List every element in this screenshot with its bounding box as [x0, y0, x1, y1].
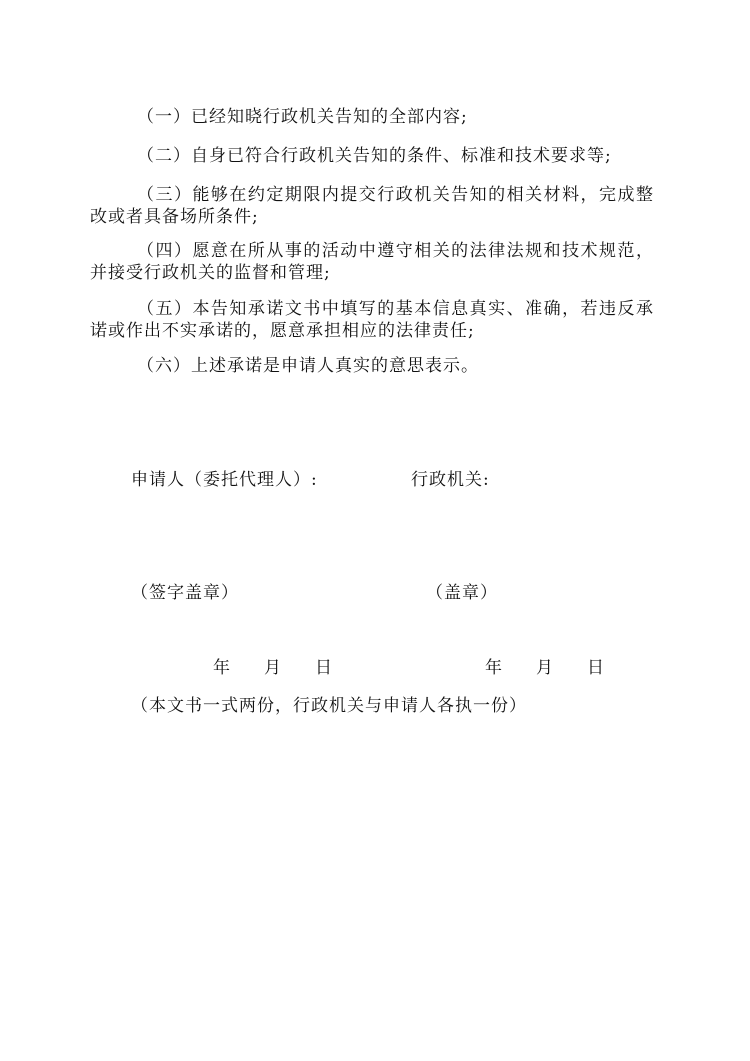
agency-date-year: 年 — [485, 658, 502, 678]
commitment-item-1: （一）已经知晓行政机关告知的全部内容; — [137, 107, 468, 127]
agency-date-day: 日 — [587, 658, 604, 678]
commitment-item-4: （四）愿意在所从事的活动中遵守相关的法律法规和技术规范，并接受行政机关的监督和管理; — [90, 241, 654, 283]
commitment-item-3: （三）能够在约定期限内提交行政机关告知的相关材料，完成整改或者具备场所条件; — [90, 185, 654, 227]
commitment-item-5: （五）本告知承诺文书中填写的基本信息真实、准确，若违反承诺或作出不实承诺的，愿意承担相应的法律责任; — [90, 299, 654, 341]
agency-seal-note: （盖章） — [426, 583, 498, 603]
footnote: （本文书一式两份，行政机关与申请人各执一份） — [131, 696, 527, 716]
commitment-item-2: （二）自身已符合行政机关告知的条件、标准和技术要求等; — [137, 146, 612, 166]
applicant-seal-note: （签字盖章） — [131, 583, 239, 603]
applicant-label: 申请人（委托代理人）: — [131, 470, 318, 490]
applicant-date-year: 年 — [213, 658, 230, 678]
commitment-item-6: （六）上述承诺是申请人真实的意思表示。 — [137, 356, 479, 376]
applicant-date-month: 月 — [264, 658, 281, 678]
agency-label: 行政机关: — [411, 470, 490, 490]
applicant-date-day: 日 — [315, 658, 332, 678]
agency-date-month: 月 — [536, 658, 553, 678]
